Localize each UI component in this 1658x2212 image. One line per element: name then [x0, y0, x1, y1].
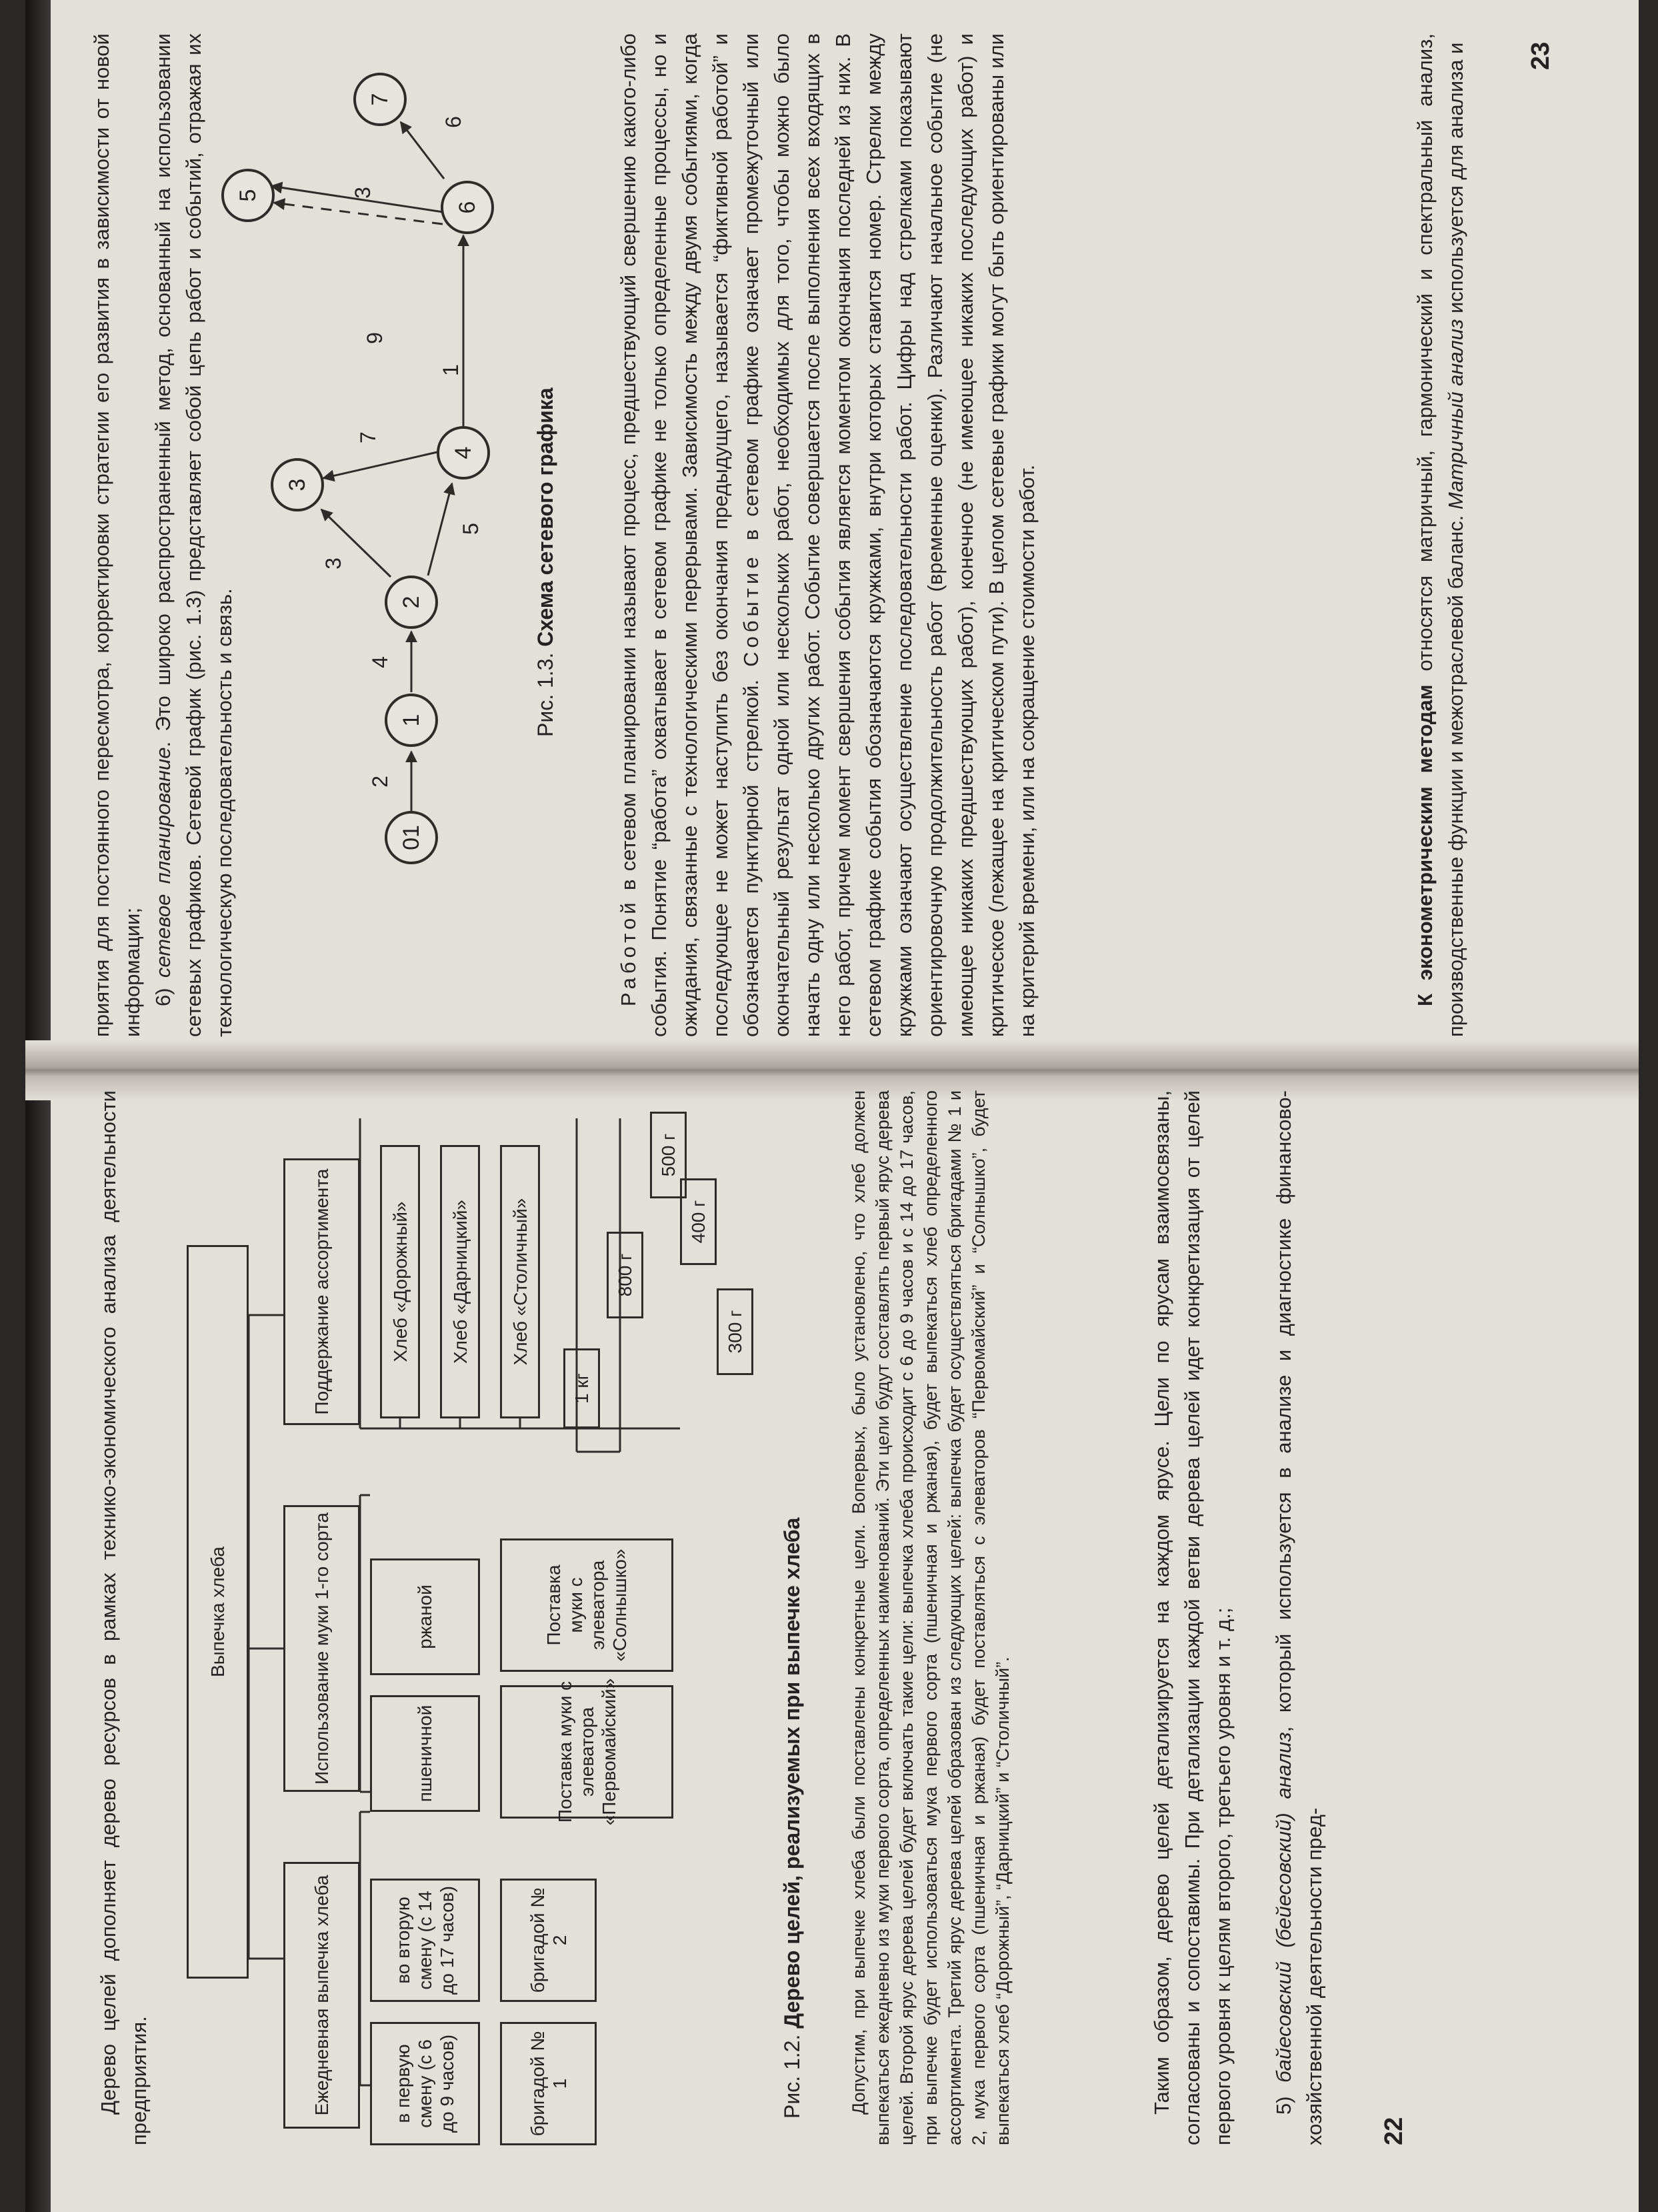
figure-caption-1-2 — [780, 1518, 805, 2119]
figure-caption-1-3 — [533, 387, 558, 737]
paragraph-tree-summary — [1147, 1090, 1239, 2145]
edge-label: 1 — [439, 364, 463, 376]
term-work: Работой — [617, 898, 640, 1006]
tree-node-flour-first-grade — [283, 1505, 360, 1792]
node-label: Выпечка хлеба — [207, 1546, 228, 1677]
text-bayesian: , который используется в анализе и диагностике финансово-хозяйственной деятельности пред- — [1272, 1090, 1326, 2145]
page-number: 23 — [1527, 41, 1555, 70]
term-bayesian: байесовский (бейесовский) анализ — [1272, 1732, 1295, 2083]
node-label: во вторую смену (с 14 до 17 часов) — [393, 1886, 457, 1995]
text-strategy: приятия для постоянного пересмотра, корректировки стратегии его развития в зависимости от новой информации; — [90, 33, 144, 1037]
edge-label: 6 — [441, 116, 465, 128]
node-label: ржаной — [415, 1584, 435, 1649]
text-event: в сетевом графике означает промежуточный или окончательный результат одной или нескольких работ, необходимых для того, чтобы можно было начать одну или несколько других работ. Событие совершается после выполнения всех входящих в него работ, причем момент свершения события является моментом окончания последней из них. В сетевом графике события обозначаются кружками, внутри которых ставится номер. Стрелки между кружками означают осуществление последовательности работ. Цифры над стрелками показывают ориентировочную продолжительность работ (временные оценки). Различают начальное событие (не имеющее никаких предшествующих работ), конечное (не имеющее никаких последующих работ) и критическое (лежащее на критическом пути). В целом сетевые графики могут быть ориентированы или на критерий времени, или на сокращение стоимости работ. — [739, 33, 1039, 1037]
term-econometric: К эконометрическим методам — [1413, 684, 1437, 1006]
paragraph-econometric — [1410, 33, 1471, 1037]
tree-root-node — [187, 1245, 249, 1979]
page-number: 22 — [1380, 2117, 1408, 2145]
edge-6-7 — [401, 122, 444, 179]
node-label: 500 г — [658, 1133, 679, 1177]
text-tree-summary: Таким образом, дерево целей детализируется на каждом ярусе. Цели по ярусам взаимосвязаны, согласованы и сопоставимы. При детализации каждой ветви дерева целей идет конкретизация от целей первого уровня к целям второго, третьего уровня и т. д.; — [1150, 1090, 1235, 2145]
node-label: бригадой № 2 — [527, 1887, 570, 1993]
figure-number: Рис. 1.3. — [533, 646, 557, 737]
node-label: Ежедневная выпечка хлеба — [311, 1875, 332, 2116]
edge-label: 9 — [363, 332, 387, 344]
edge-label: 7 — [356, 431, 380, 443]
tree-node-brigade-1 — [500, 2022, 597, 2145]
tree-node-weight-300g — [717, 1288, 753, 1375]
paragraph-bayesian — [1269, 1090, 1330, 2145]
event-label: 01 — [399, 825, 424, 850]
node-label: 800 г — [615, 1253, 635, 1297]
event-label: 4 — [451, 446, 476, 459]
tree-node-weight-1kg — [563, 1348, 600, 1428]
event-label: 3 — [285, 478, 310, 491]
node-label: 1 кг — [571, 1373, 592, 1404]
paragraph-work-definition — [613, 33, 1043, 1037]
term-network-planning: сетевое планирование — [151, 747, 175, 978]
event-label: 2 — [399, 596, 424, 609]
list-marker: 5) — [1272, 2082, 1295, 2115]
event-label: 7 — [367, 93, 393, 106]
tree-node-brigade-2 — [500, 1879, 597, 2002]
event-label: 6 — [455, 201, 480, 214]
tree-node-daily-baking — [283, 1862, 360, 2129]
edge-label: 2 — [368, 776, 392, 788]
tree-node-shift-2 — [370, 1879, 480, 2002]
node-label: Поставка муки с элеватора «Первомайский» — [554, 1678, 619, 1826]
edge-label: 4 — [368, 656, 392, 668]
edge-4-3 — [323, 451, 440, 478]
node-label: Использование муки 1-го сорта — [311, 1512, 332, 1785]
text-work: в сетевом планировании называют процесс, предшествующий свершению какого-либо события. Понятие “работа” охватывает в сетевом графике не только определенные процессы, но и ожидания, связанные с технологическими перерывами. Зависимость между двумя событиями, когда последующее не может наступить без окончания предыдущего, называется “фиктивной работой” и обозначается пунктирной стрелкой. — [617, 33, 763, 1037]
edge-label: 5 — [459, 523, 483, 535]
node-label: бригадой № 1 — [527, 2031, 570, 2137]
text-matrix-analysis: используется для анализа и — [1444, 42, 1467, 319]
paragraph-example — [847, 1090, 1015, 2145]
tree-node-bread-stolichny — [500, 1145, 540, 1418]
tree-node-weight-800g — [607, 1232, 643, 1318]
figure-title: Дерево целей, реализуемых при выпечке хлеба — [780, 1517, 804, 2029]
node-label: пшеничной — [415, 1705, 435, 1803]
text-network-planning: . Это широко распространенный метод, основанный на использовании сетевых графиков. Сетевой график (рис. 1.3) представляет собой цепь работ и событий, отражая их технологическую последовательность и связь. — [151, 33, 236, 1037]
tree-node-weight-400g — [680, 1178, 717, 1265]
page-23 — [80, 33, 1587, 1037]
node-label: в первую смену (с 6 до 9 часов) — [393, 2034, 457, 2133]
figure-title: Схема сетевого графика — [533, 387, 557, 647]
tree-node-shift-1 — [370, 2022, 480, 2145]
node-label: 400 г — [688, 1200, 709, 1244]
edge-label: 3 — [321, 558, 345, 570]
term-event: Событие — [739, 553, 763, 667]
network-diagram — [80, 33, 483, 1037]
tree-node-bread-darnitsky — [440, 1145, 480, 1418]
event-label: 5 — [235, 189, 261, 202]
tree-node-supply-pervomaisky — [500, 1678, 673, 1826]
node-label: Поддержание ассортимента — [311, 1168, 332, 1415]
edge-label: 3 — [351, 187, 375, 199]
event-label: 1 — [399, 714, 424, 727]
text-intro: Дерево целей дополняет дерево ресурсов в рамках технико-экономического анализа деятельности предприятия. — [97, 1090, 151, 2145]
tree-node-assortment — [283, 1158, 360, 1425]
figure-number: Рис. 1.2. — [780, 2028, 804, 2119]
text-econometric: относятся матричный, гармонический и спектральный анализ, производственные функции и межотраслевой баланс. — [1413, 33, 1467, 1037]
tree-node-bread-dorozhny — [380, 1145, 420, 1418]
node-label: 300 г — [725, 1310, 745, 1354]
list-marker: 6) — [151, 978, 175, 1006]
page-22 — [80, 1090, 1587, 2145]
node-label: Хлеб «Дорожный» — [389, 1201, 411, 1362]
node-label: Хлеб «Столичный» — [509, 1198, 531, 1366]
edge-2-4 — [428, 483, 452, 576]
edge-6-5-dashed — [274, 203, 443, 224]
tree-node-rye — [370, 1558, 480, 1675]
text-example: Допустим, при выпечке хлеба были поставлены конкретные цели. Вопервых, было установлено, что хлеб должен выпекаться ежедневно из муки первого сорта, определенных наименований. Эти цели будут составлять первый ярус дерева целей. Второй ярус дерева целей будет включать такие цели: выпечка хлеба происходит с 6 до 9 часов и с 14 до 17 часов, при выпечке будет использоваться мука первого сорта (пшеничная и ржаная), будет выпекаться хлеб определенного ассортимента. Третий ярус дерева целей образован из следующих целей: выпечка будет осуществляться бригадами № 1 и 2, мука первого сорта (пшеничная и ржаная) будет поставляться с элеваторов “Первомайский” и “Солнышко”, будет выпекаться хлеб “Дорожный”, “Дарницкий” и “Столичный”. — [849, 1090, 1013, 2145]
tree-node-wheat — [370, 1695, 480, 1812]
tree-node-supply-solnyshko — [500, 1538, 673, 1672]
node-label: Хлеб «Дарницкий» — [449, 1200, 471, 1364]
book-edge-shadow — [25, 0, 51, 2212]
node-label: Поставка муки с элеватора «Солнышко» — [543, 1548, 630, 1662]
term-matrix-analysis: Матричный анализ — [1444, 319, 1467, 509]
